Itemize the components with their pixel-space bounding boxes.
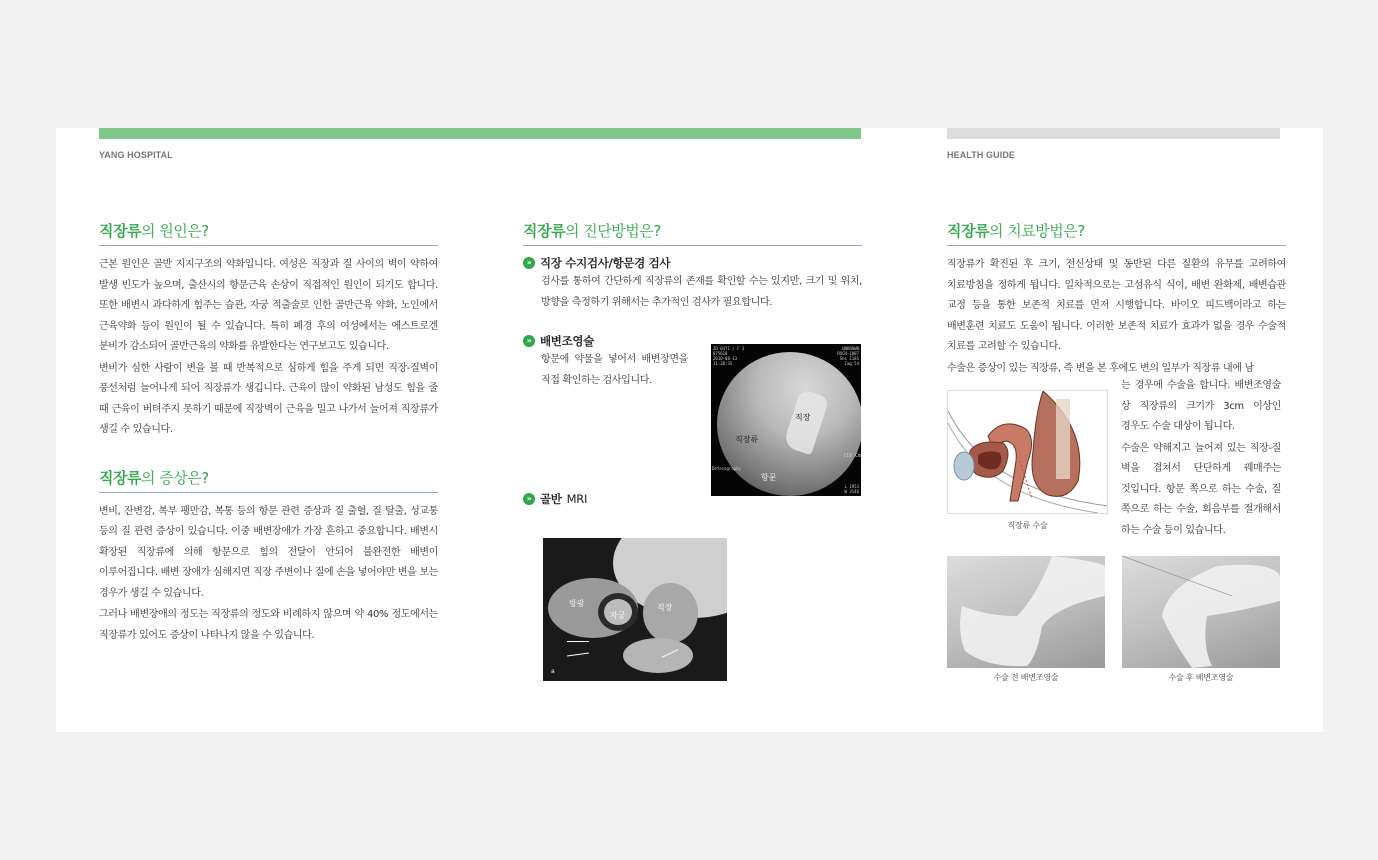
xray-label-rectocele: 직장류 (735, 435, 759, 444)
causes-paragraph-1: 근본 원인은 골반 지지구조의 약화입니다. 여성은 직장과 질 사이의 벽이 약하여 발생 빈도가 높으며, 출산시의 항문근육 손상이 직접적인 원인이 되기도 합니다. 또한 배변시 과다하게 힘주는 습관, 자궁 적출술로 인한 골반근육 약화, 노인에서 근육약화 등이 원인이 될 수 있습니다. 특히 폐경 후의 여성에서는 에스트로겐 분비가 감소되어 골반근육의 약화를 유발한다는 연구보고도 있습니다. (99, 259, 438, 352)
symptoms-paragraph-1: 변비, 잔변감, 복부 팽만감, 복통 등의 항문 관련 증상과 질 출혈, 질 탈출, 성교통 등의 질 관련 증상이 있습니다. 이중 배변장애가 가장 흔하고 중요합니다. 배변시 확장된 직장류에 의해 항문으로 힘의 전달이 안되어 불완전한 배변이 이루어집니다. 배변 장애가 심해지면 직장 주변이나 질에 손을 넣어야만 변을 보는 경우가 생길 수 있습니다. (99, 505, 438, 599)
treatment-section (947, 220, 1286, 380)
heading-rest: 의 증상은? (140, 468, 209, 487)
item-label: 직장 수지검사/항문경 검사 (540, 256, 671, 270)
xray-label-rectum: 직장 (795, 413, 811, 422)
defecography-text: 항문에 약물을 넣어서 배변장면을 직접 확인하는 검사입니다. (541, 354, 688, 386)
xray-meta-left: ZD 0471 / F 3 075618 2010-08-13 11:38:35 (713, 346, 745, 366)
heading-keyword: 직장류 (99, 468, 141, 487)
xray-scale: (10 Cm (842, 453, 861, 459)
heading-rest: 의 치료방법은? (988, 222, 1085, 240)
symptoms-heading (99, 467, 438, 493)
diagnosis-heading (523, 220, 862, 246)
mri-label-rectum: 직장 (657, 603, 673, 612)
right-page-accent-bar (947, 128, 1280, 139)
pre-surgery-defecography-image (947, 556, 1105, 668)
left-running-head: YANG HOSPITAL (99, 150, 173, 160)
heading-keyword: 직장류 (523, 222, 565, 240)
post-surgery-caption: 수술 후 배변조영술 (1168, 673, 1234, 682)
heading-keyword: 직장류 (99, 222, 141, 240)
xray-label-anus: 항문 (761, 473, 777, 482)
double-chevron-right-icon: » (523, 493, 535, 505)
pre-surgery-caption: 수술 전 배변조영술 (993, 673, 1059, 682)
double-chevron-right-icon: » (523, 335, 535, 347)
mri-arrow (567, 641, 589, 642)
right-running-head: HEALTH GUIDE (947, 150, 1016, 160)
symptoms-paragraph-2: 그러나 배변장애의 정도는 직장류의 정도와 비례하지 않으며 약 40% 정도에서는 직장류가 있어도 증상이 나타나지 않을 수 있습니다. (99, 609, 438, 641)
xray-corner-meta: L 1953 W 3146 (844, 484, 859, 494)
treatment-paragraph-2-rest: 는 경우에 수술을 합니다. 배변조영술 상 직장류의 크기가 3cm 이상인 경우도 수술 대상이 됩니다. (1121, 380, 1281, 432)
double-chevron-right-icon: » (523, 257, 535, 269)
mri-corner-label: a (551, 668, 555, 675)
heading-rest: 의 원인은? (140, 222, 209, 240)
treatment-wrapped-text (1121, 376, 1281, 542)
pelvic-mri-image (543, 538, 727, 681)
digital-exam-text: 검사를 통하여 간단하게 직장류의 존재를 확인할 수는 있지만, 크기 및 위치, 방향을 측정하기 위해서는 추가적인 검사가 필요합니다. (541, 276, 862, 308)
brochure-spread (56, 128, 1323, 732)
mri-label-uterus: 자궁 (610, 611, 626, 620)
post-surgery-defecography-image (1122, 556, 1280, 668)
xray-mode: Defecography (712, 466, 741, 471)
rectocele-surgery-diagram (947, 390, 1108, 514)
causes-paragraph-2: 변비가 심한 사람이 변을 볼 때 반복적으로 심하게 힘을 주게 되면 직장-질벽이 풍선처럼 늘어나게 되어 직장류가 생깁니다. 근육이 많이 약화된 남성도 힘을 줄 때 근육이 버텨주지 못하기 때문에 직장벽이 근육을 밀고 나가서 늘어져 직장류가 생길 수 있습니다. (99, 362, 438, 435)
causes-heading (99, 220, 438, 246)
heading-keyword: 직장류 (947, 222, 989, 240)
mri-label-bladder: 방광 (569, 599, 585, 608)
pelvic-anatomy-illustration (948, 391, 1108, 514)
left-page-accent-bar (99, 128, 861, 139)
item-label: 배변조영술 (540, 334, 595, 348)
diagram-caption: 직장류 수술 (1007, 521, 1048, 530)
heading-rest: 의 진단방법은? (564, 222, 661, 240)
xray-meta-right: UNKNOWN RXCH-1007 Sns 1181 Img 54 (837, 346, 859, 366)
treatment-paragraph-2-line1: 수술은 증상이 있는 직장류, 즉 변을 본 후에도 변의 일부가 직장류 내에 남 (947, 362, 1254, 374)
treatment-paragraph-3: 수술은 약해지고 늘어져 있는 직장-질 벽을 겹쳐서 단단하게 꿰매주는 것입니다. 항문 쪽으로 하는 수술, 질 쪽으로 하는 수술, 회음부를 절개해서 하는 수술 등이 있습니다. (1121, 442, 1281, 536)
causes-section (99, 220, 438, 647)
treatment-heading (947, 220, 1286, 246)
defecography-xray-image (711, 344, 861, 496)
treatment-paragraph-1: 직장류가 확진된 후 크기, 전신상태 및 동반된 다른 질환의 유무를 고려하여 치료방침을 정하게 됩니다. 일차적으로는 고섬유식 식이, 배변 완화제, 배변습관 교정 등을 통한 보존적 치료를 먼저 시행합니다. 바이오 피드백이라고 하는 배변훈련 치료도 도움이 됩니다. 이러한 보존적 치료가 효과가 없을 경우 수술적 치료를 고려할 수 있습니다. (947, 259, 1286, 352)
mri-arrow (567, 652, 589, 656)
item-label-light: MRI (566, 492, 588, 506)
item-label-bold: 골반 (540, 492, 562, 506)
diagnosis-item-digital-exam (523, 255, 862, 271)
